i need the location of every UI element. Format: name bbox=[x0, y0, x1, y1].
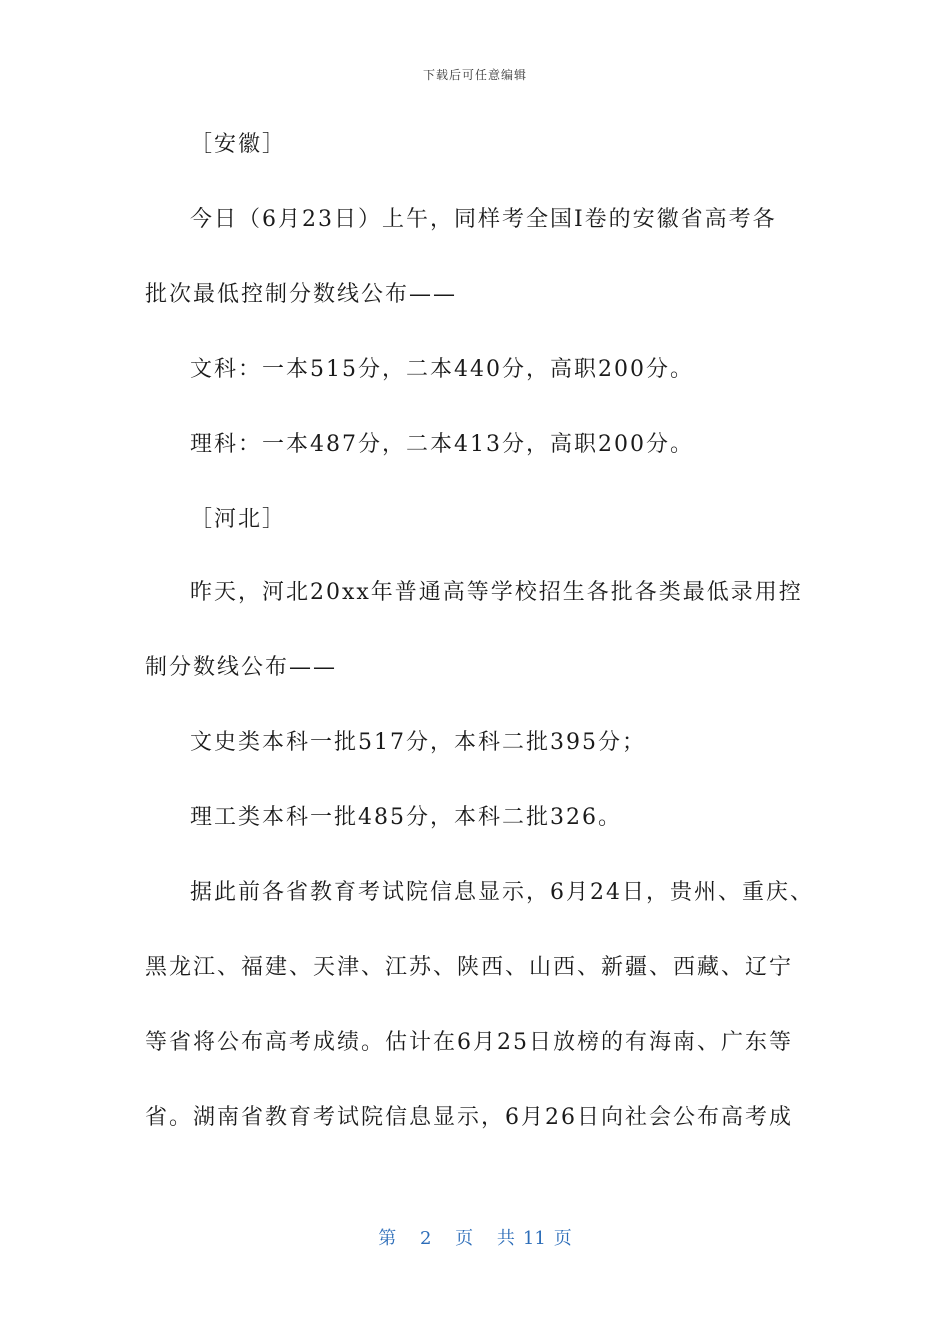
paragraph-line: 文史类本科一批517分，本科二批395分； bbox=[190, 730, 646, 755]
page-footer bbox=[0, 1224, 950, 1250]
page-header: 下载后可任意编辑 bbox=[422, 68, 527, 82]
paragraph-line: 文科：一本515分，二本440分，高职200分。 bbox=[190, 357, 694, 382]
paragraph-line: 黑龙江、福建、天津、江苏、陕西、山西、新疆、西藏、辽宁 bbox=[145, 955, 794, 980]
footer-page-mid: 页 bbox=[455, 1228, 474, 1249]
section-heading-hebei: ［河北］ bbox=[190, 507, 287, 532]
paragraph-line: 昨天，河北20xx年普通高等学校招生各批各类最低录用控 bbox=[190, 580, 803, 605]
footer-total-pages: 11 bbox=[522, 1228, 546, 1249]
section-heading-anhui: ［安徽］ bbox=[190, 132, 287, 157]
paragraph-line: 制分数线公布—— bbox=[145, 655, 338, 680]
paragraph-line: 理科：一本487分，二本413分，高职200分。 bbox=[190, 432, 694, 457]
footer-total-prefix: 共 bbox=[496, 1228, 515, 1249]
paragraph-line: 理工类本科一批485分，本科二批326。 bbox=[190, 805, 622, 830]
paragraph-line: 省。湖南省教育考试院信息显示，6月26日向社会公布高考成 bbox=[145, 1105, 793, 1130]
footer-page-prefix: 第 bbox=[378, 1228, 397, 1249]
paragraph-line: 等省将公布高考成绩。估计在6月25日放榜的有海南、广东等 bbox=[145, 1030, 793, 1055]
paragraph-line: 据此前各省教育考试院信息显示，6月24日，贵州、重庆、 bbox=[190, 880, 814, 905]
footer-page-number: 2 bbox=[419, 1228, 432, 1249]
paragraph-line: 今日（6月23日）上午，同样考全国Ⅰ卷的安徽省高考各 bbox=[190, 207, 777, 232]
footer-total-suffix: 页 bbox=[553, 1228, 572, 1249]
paragraph-line: 批次最低控制分数线公布—— bbox=[145, 282, 458, 307]
